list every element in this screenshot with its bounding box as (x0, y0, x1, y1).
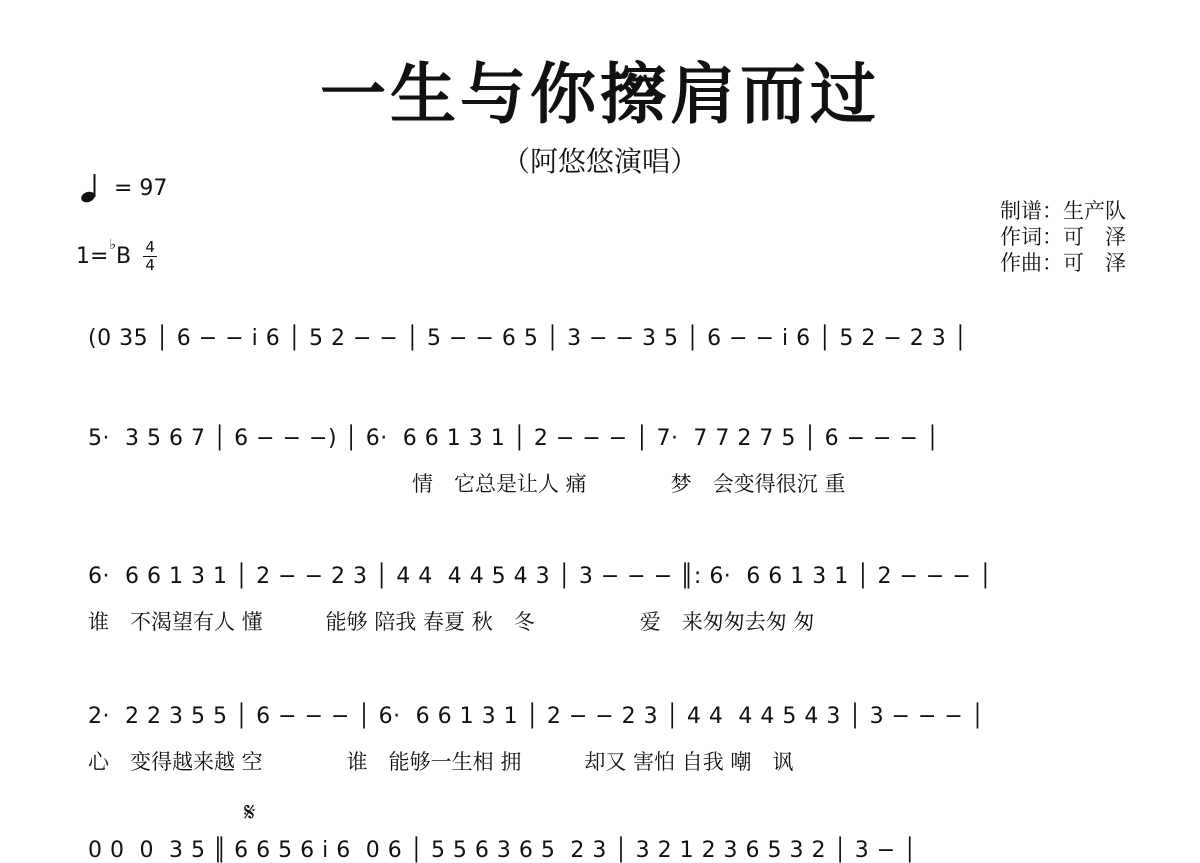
lyricist-credit: 作词：可 泽 (1000, 225, 1126, 249)
lyrics-row-4: 心 变得越来越 空 谁 能够一生相 拥 却又 害怕 自我 嘲 讽 (88, 750, 794, 774)
lyrics-row-2: 情 它总是让人 痛 梦 会变得很沉 重 (412, 472, 846, 496)
song-title: 一生与你擦肩而过 (320, 56, 880, 133)
performer-subtitle: （阿悠悠演唱） (501, 145, 698, 178)
time-signature (143, 240, 157, 273)
quarter-note-icon (78, 172, 104, 204)
key-signature (76, 236, 157, 274)
key-prefix: 1= (76, 244, 109, 269)
time-bottom: 4 (145, 256, 155, 274)
notation-row-4: 2· 2 2 3 5 5 │ 6 − − − │ 6· 6 6 1 3 1 │ 2 − − 2 3 │ 4 4 4 4 5 4 3 │ 3 − − − │ (88, 704, 985, 729)
segno-sign: 𝄋 (244, 798, 256, 828)
notation-row-5: 0 0 0 3 5 ║ 6 6 5 6 i 6 0 6 │ 5 5 6 3 6 5 2 3 │ 3 2 1 2 3 6 5 3 2 │ 3 − │ (88, 838, 917, 863)
credits (1000, 198, 1126, 276)
notation-row-3: 6· 6 6 1 3 1 │ 2 − − 2 3 │ 4 4 4 4 5 4 3 │ 3 − − − ║: 6· 6 6 1 3 1 │ 2 − − − │ (88, 564, 993, 589)
key-note: B (116, 244, 132, 269)
composer-credit: 作曲：可 泽 (1000, 251, 1126, 275)
tempo-marking (78, 172, 167, 204)
time-top: 4 (145, 238, 155, 256)
notation-row-2: 5· 3 5 6 7 │ 6 − − −) │ 6· 6 6 1 3 1 │ 2 − − − │ 7· 7 7 2 7 5 │ 6 − − − │ (88, 426, 940, 451)
transcriber-credit: 制谱：生产队 (1000, 199, 1126, 223)
flat-sign: ♭ (109, 236, 117, 253)
tempo-value: = 97 (114, 175, 168, 201)
lyrics-row-3: 谁 不渴望有人 懂 能够 陪我 春夏 秋 冬 爱 来匆匆去匆 匆 (88, 610, 815, 634)
notation-row-1: (0 35 │ 6 − − i 6 │ 5 2 − − │ 5 − − 6 5 │ 3 − − 3 5 │ 6 − − i 6 │ 5 2 − 2 3 │ (88, 326, 968, 351)
